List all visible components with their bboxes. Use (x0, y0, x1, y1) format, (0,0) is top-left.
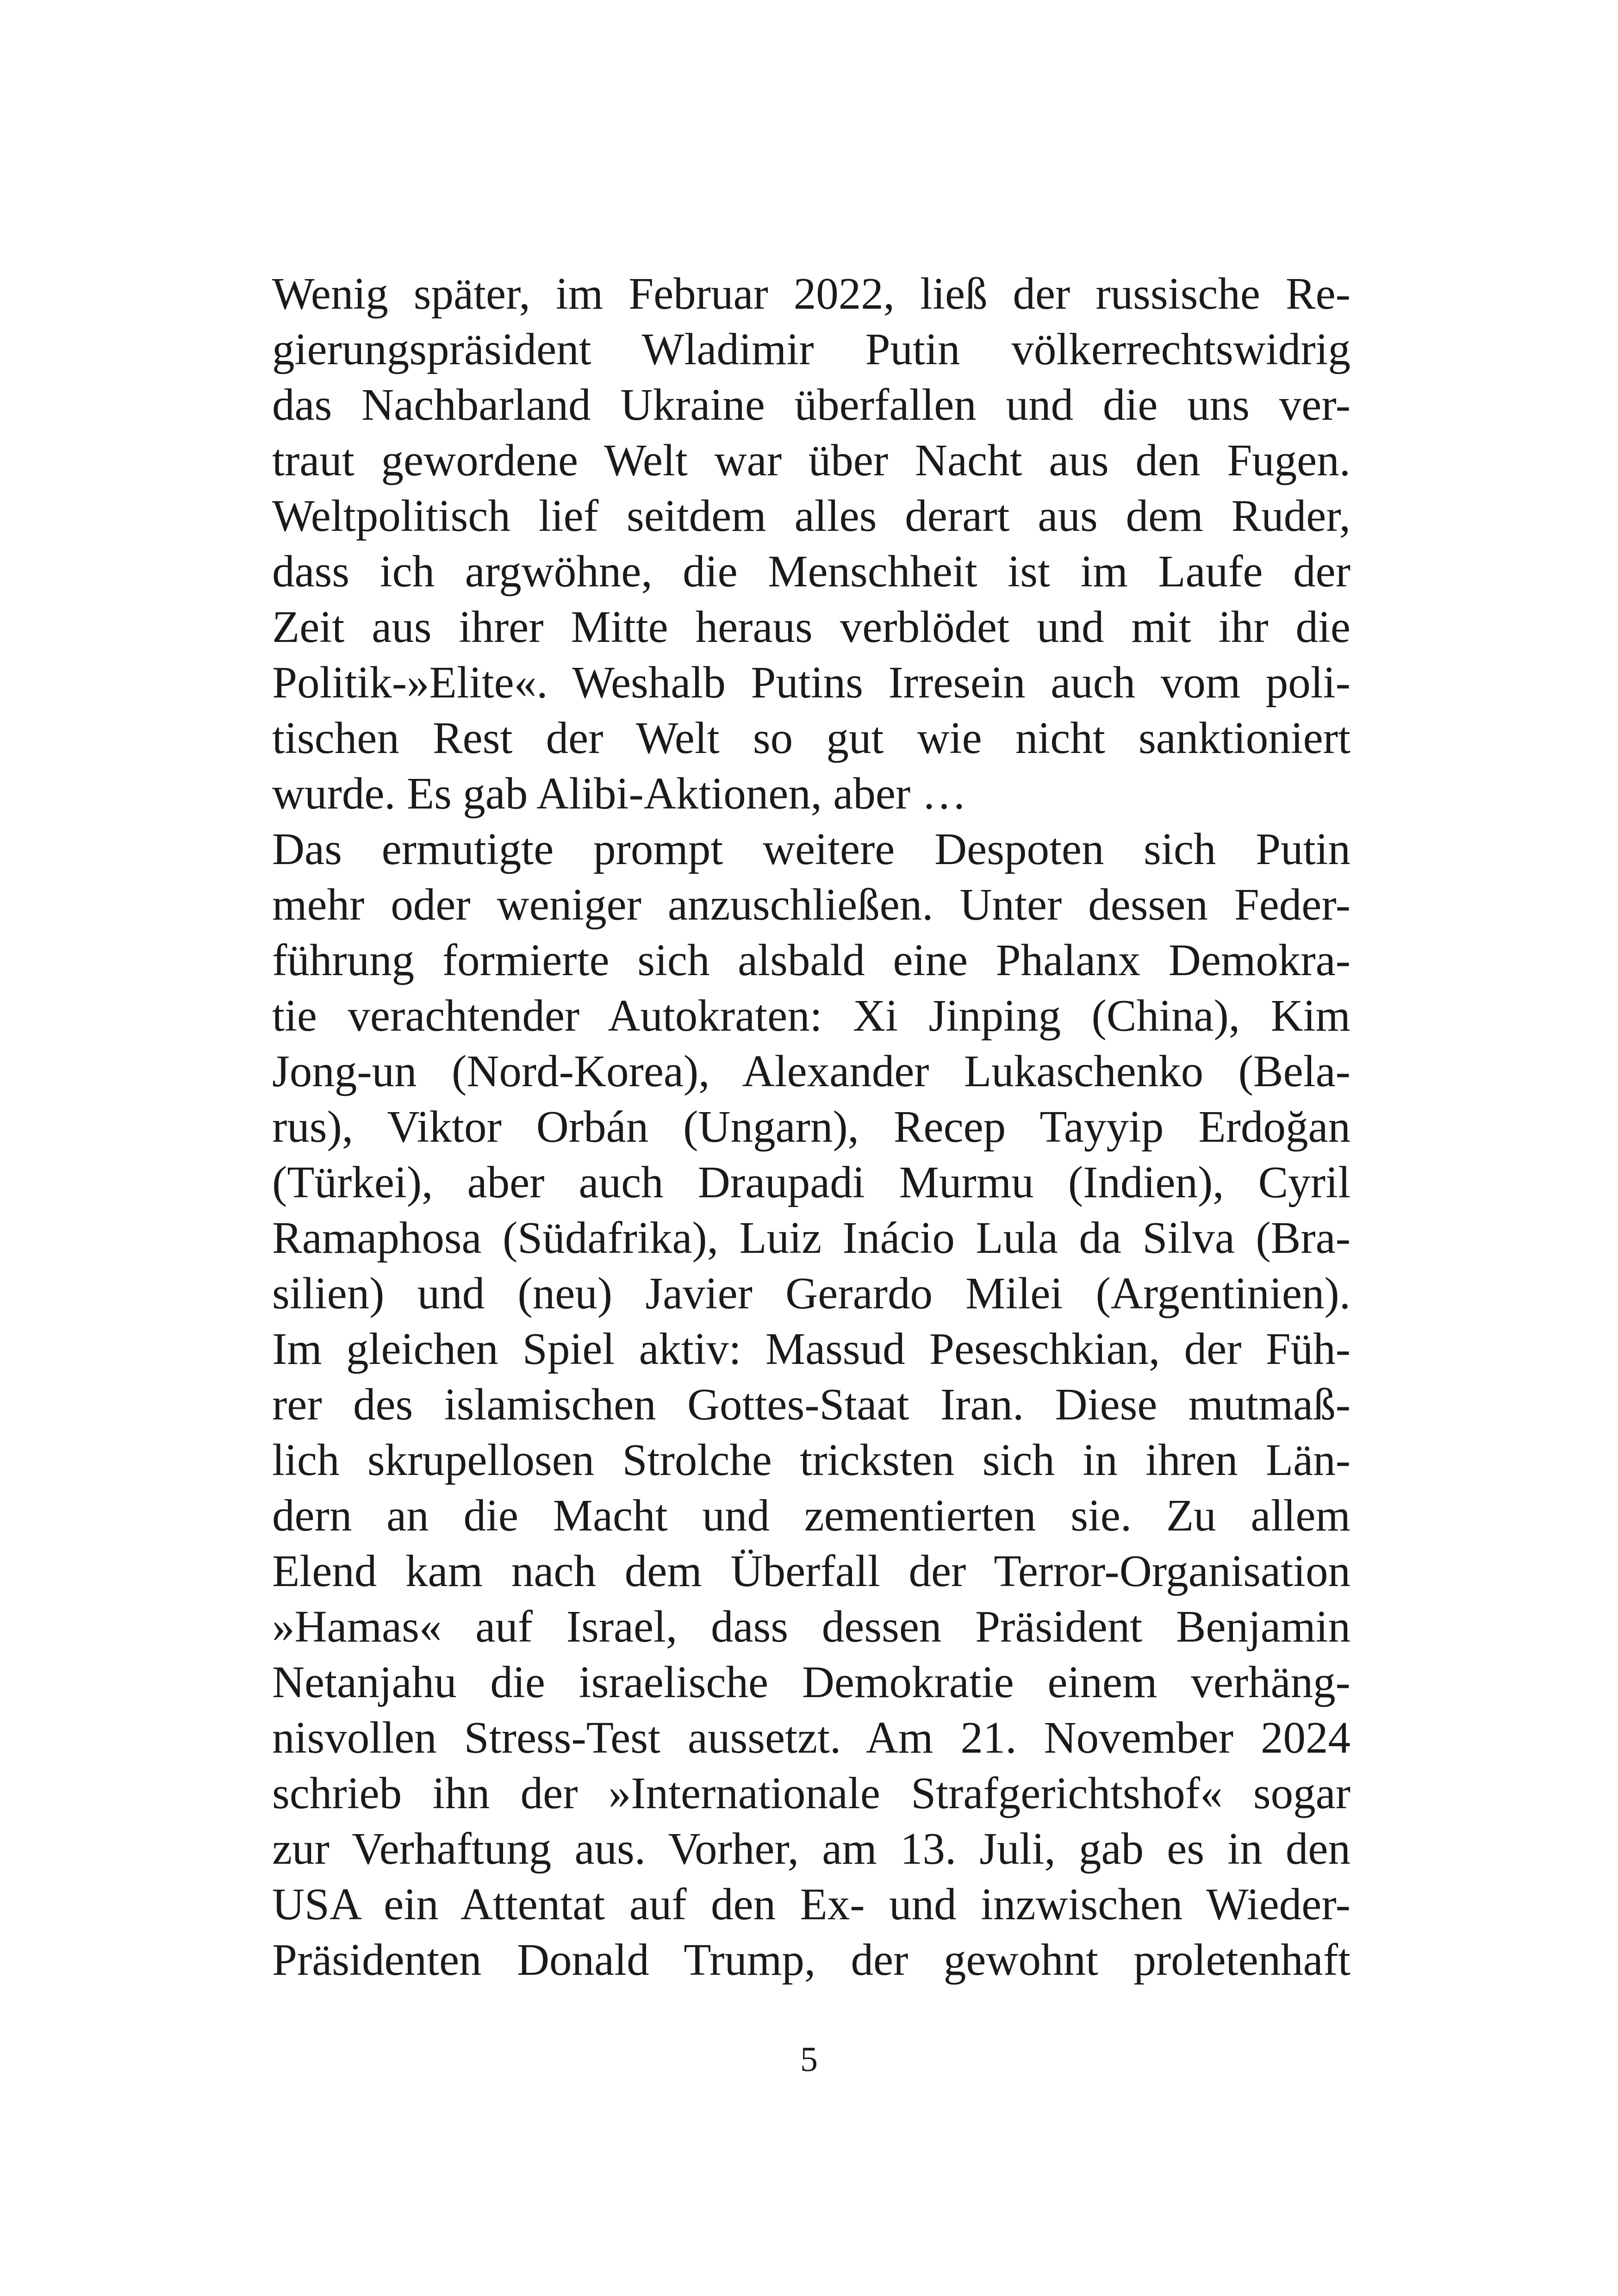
text-line: tie verachtender Autokraten: Xi Jinping (China), Kim (272, 991, 1350, 1040)
text-line: traut gewordene Welt war über Nacht aus den Fugen. (272, 436, 1350, 485)
page-number: 5 (800, 2040, 818, 2079)
text-line: Wenig später, im Februar 2022, ließ der russische Re- (272, 269, 1350, 318)
text-line: (Türkei), aber auch Draupadi Murmu (Indien), Cyril (272, 1157, 1350, 1207)
text-line: dass ich argwöhne, die Menschheit ist im Laufe der (272, 547, 1350, 596)
text-line: gierungspräsident Wladimir Putin völkerrechtswidrig (272, 324, 1350, 374)
text-line: rer des islamischen Gottes-Staat Iran. Diese mutmaß- (272, 1380, 1350, 1429)
body-text (272, 266, 1350, 1988)
text-line: tischen Rest der Welt so gut wie nicht sanktioniert (272, 713, 1350, 763)
text-line: dern an die Macht und zementierten sie. Zu allem (272, 1491, 1350, 1540)
text-line: mehr oder weniger anzuschließen. Unter dessen Feder- (272, 880, 1350, 929)
text-line: Das ermutigte prompt weitere Despoten sich Putin (272, 824, 1350, 874)
text-line: das Nachbarland Ukraine überfallen und die uns ver- (272, 380, 1350, 429)
text-line: silien) und (neu) Javier Gerardo Milei (Argentinien). (272, 1269, 1350, 1318)
text-line: USA ein Attentat auf den Ex- und inzwischen Wieder- (272, 1879, 1350, 1929)
text-line: schrieb ihn der »Internationale Strafgerichtshof« sogar (272, 1768, 1350, 1818)
text-line: Ramaphosa (Südafrika), Luiz Inácio Lula da Silva (Bra- (272, 1213, 1350, 1263)
text-line: »Hamas« auf Israel, dass dessen Präsident Benjamin (272, 1602, 1350, 1651)
text-line: zur Verhaftung aus. Vorher, am 13. Juli, gab es in den (272, 1824, 1350, 1873)
text-line: lich skrupellosen Strolche tricksten sich in ihren Län- (272, 1435, 1350, 1485)
text-line: rus), Viktor Orbán (Ungarn), Recep Tayyip Erdoğan (272, 1102, 1350, 1151)
text-line: führung formierte sich alsbald eine Phalanx Demokra- (272, 935, 1350, 985)
text-line: Netanjahu die israelische Demokratie einem verhäng- (272, 1657, 1350, 1707)
text-line: Elend kam nach dem Überfall der Terror-Organisation (272, 1546, 1350, 1596)
text-line: Im gleichen Spiel aktiv: Massud Peseschkian, der Füh- (272, 1324, 1350, 1374)
text-line: Weltpolitisch lief seitdem alles derart aus dem Ruder, (272, 491, 1350, 541)
text-line: Präsidenten Donald Trump, der gewohnt proletenhaft (272, 1935, 1350, 1985)
text-line: wurde. Es gab Alibi-Aktionen, aber … (272, 769, 967, 818)
text-line: nisvollen Stress-Test aussetzt. Am 21. November 2024 (272, 1713, 1350, 1762)
text-line: Zeit aus ihrer Mitte heraus verblödet und mit ihr die (272, 602, 1350, 652)
text-line: Jong-un (Nord-Korea), Alexander Lukaschenko (Bela- (272, 1046, 1350, 1096)
text-line: Politik-»Elite«. Weshalb Putins Irresein auch vom poli- (272, 658, 1350, 707)
